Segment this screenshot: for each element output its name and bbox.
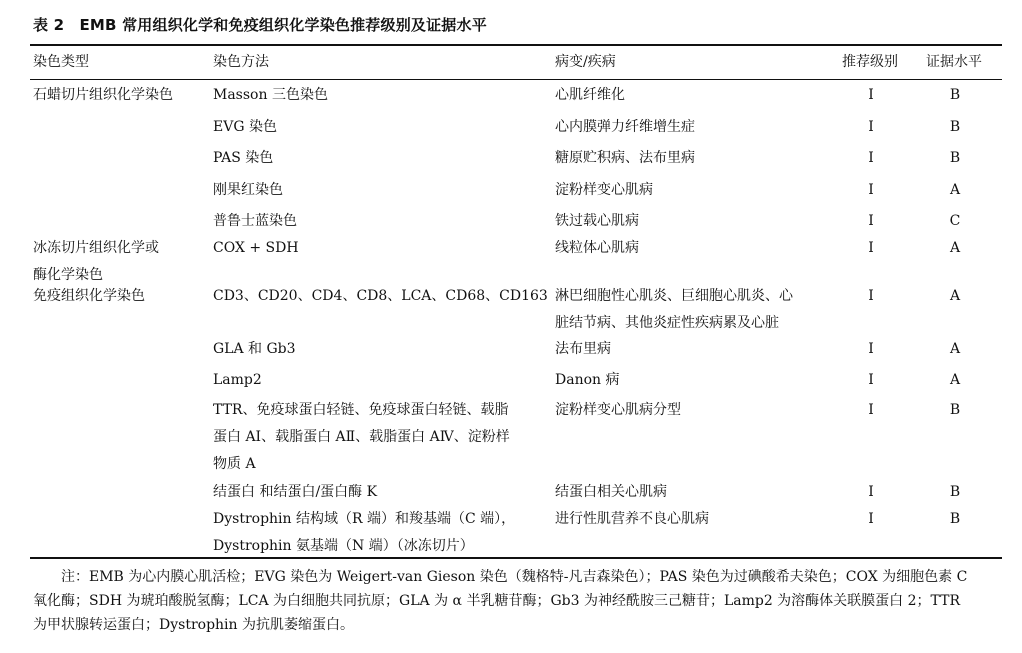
cell-stain-method: 物质 A: [213, 456, 256, 472]
cell-stain-method: 结蛋白 和结蛋白/蛋白酶 K: [213, 484, 378, 500]
cell-recommendation-grade: I: [868, 511, 874, 527]
cell-disease: 淀粉样变心肌病分型: [555, 402, 681, 418]
cell-disease: 糖原贮积病、法布里病: [555, 150, 695, 166]
cell-stain-method: Dystrophin 氨基端（N 端）（冰冻切片）: [213, 538, 474, 554]
cell-disease: Danon 病: [555, 372, 620, 388]
cell-recommendation-grade: I: [868, 182, 874, 198]
cell-evidence-level: A: [949, 341, 961, 357]
cell-disease: 线粒体心肌病: [555, 240, 639, 256]
cell-stain-method: TTR、免疫球蛋白轻链、免疫球蛋白轻链、载脂: [213, 402, 509, 418]
cell-evidence-level: B: [949, 484, 961, 500]
cell-evidence-level: A: [949, 182, 961, 198]
cell-recommendation-grade: I: [868, 341, 874, 357]
cell-recommendation-grade: I: [868, 372, 874, 388]
cell-recommendation-grade: I: [868, 119, 874, 135]
cell-disease: 脏结节病、其他炎症性疾病累及心脏: [555, 315, 779, 331]
header-evidence-level: 证据水平: [926, 54, 982, 70]
cell-stain-type: 石蜡切片组织化学染色: [33, 87, 173, 103]
header-rule: [30, 79, 1002, 80]
cell-recommendation-grade: I: [868, 150, 874, 166]
cell-evidence-level: A: [949, 288, 961, 304]
cell-stain-method: PAS 染色: [213, 150, 274, 166]
table-note: [33, 565, 1003, 637]
cell-disease: 淋巴细胞性心肌炎、巨细胞心肌炎、心: [555, 288, 793, 304]
cell-evidence-level: B: [949, 87, 961, 103]
note-line: 氧化酶；SDH 为琥珀酸脱氢酶；LCA 为白细胞共同抗原；GLA 为 α 半乳糖苷酶；Gb3 为神经酰胺三己糖苷；Lamp2 为溶酶体关联膜蛋白 2；TTR: [33, 593, 961, 609]
header-stain-method: 染色方法: [213, 54, 269, 70]
cell-disease: 结蛋白相关心肌病: [555, 484, 667, 500]
cell-disease: 法布里病: [555, 341, 611, 357]
note-line: 注：EMB 为心内膜心肌活检；EVG 染色为 Weigert-van Gieson 染色（魏格特-凡吉森染色）；PAS 染色为过碘酸希夫染色；COX 为细胞色素 C: [61, 569, 968, 585]
cell-evidence-level: A: [949, 372, 961, 388]
cell-stain-method: GLA 和 Gb3: [213, 341, 296, 357]
cell-recommendation-grade: I: [868, 402, 874, 418]
cell-evidence-level: B: [949, 150, 961, 166]
cell-disease: 心肌纤维化: [555, 87, 625, 103]
cell-stain-method: COX + SDH: [213, 240, 299, 256]
cell-evidence-level: B: [949, 119, 961, 135]
cell-recommendation-grade: I: [868, 213, 874, 229]
cell-stain-method: 蛋白 AI、载脂蛋白 AⅡ、载脂蛋白 AⅣ、淀粉样: [213, 429, 510, 445]
bottom-rule: [30, 557, 1002, 559]
cell-stain-method: CD3、CD20、CD4、CD8、LCA、CD68、CD163: [213, 288, 548, 304]
header-disease: 病变/疾病: [555, 54, 616, 70]
cell-stain-method: Lamp2: [213, 372, 262, 388]
cell-evidence-level: A: [949, 240, 961, 256]
top-rule: [30, 44, 1002, 46]
cell-disease: 铁过载心肌病: [555, 213, 639, 229]
cell-stain-method: Dystrophin 结构域（R 端）和羧基端（C 端），: [213, 511, 516, 527]
header-recommendation-grade: 推荐级别: [842, 54, 898, 70]
cell-stain-type: 免疫组织化学染色: [33, 288, 145, 304]
cell-recommendation-grade: I: [868, 484, 874, 500]
table-title: 表 2 EMB 常用组织化学和免疫组织化学染色推荐级别及证据水平: [33, 16, 487, 34]
note-line: 为甲状腺转运蛋白；Dystrophin 为抗肌萎缩蛋白。: [33, 617, 354, 633]
cell-stain-method: 普鲁士蓝染色: [213, 213, 297, 229]
cell-stain-type: 酶化学染色: [33, 267, 103, 283]
cell-recommendation-grade: I: [868, 87, 874, 103]
cell-disease: 心内膜弹力纤维增生症: [555, 119, 695, 135]
cell-evidence-level: B: [949, 402, 961, 418]
cell-recommendation-grade: I: [868, 288, 874, 304]
cell-recommendation-grade: I: [868, 240, 874, 256]
header-stain-type: 染色类型: [33, 54, 89, 70]
cell-disease: 淀粉样变心肌病: [555, 182, 653, 198]
cell-stain-type: 冰冻切片组织化学或: [33, 240, 159, 256]
cell-stain-method: EVG 染色: [213, 119, 277, 135]
cell-stain-method: Masson 三色染色: [213, 87, 328, 103]
cell-evidence-level: B: [949, 511, 961, 527]
cell-disease: 进行性肌营养不良心肌病: [555, 511, 709, 527]
cell-stain-method: 刚果红染色: [213, 182, 283, 198]
cell-evidence-level: C: [949, 213, 961, 229]
